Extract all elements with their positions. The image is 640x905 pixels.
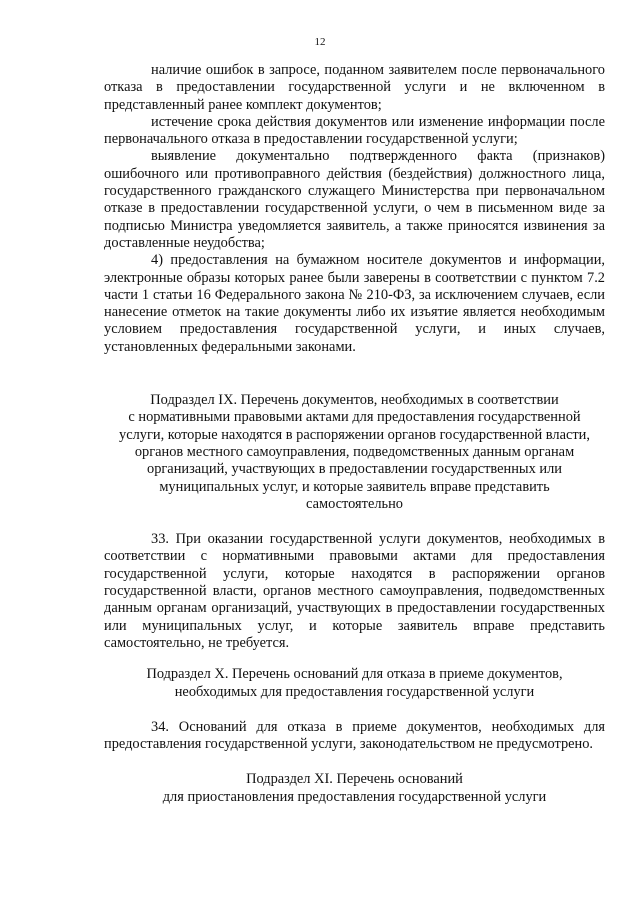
heading-line: Подраздел X. Перечень оснований для отказа в приеме документов, [146, 666, 563, 683]
heading-line: самостоятельно [306, 495, 403, 512]
heading-line: Подраздел XI. Перечень оснований [246, 771, 463, 788]
heading-line: услуги, которые находятся в распоряжении органов государственной власти, [119, 426, 590, 443]
paragraph-document-expiry: истечение срока действия документов или изменение информации после первоначального отказа в предоставлении государственной услуги; [104, 113, 605, 148]
paragraph-34: 34. Оснований для отказа в приеме документов, необходимых для предоставления государственной услуги, законодательством не предусмотрено. [104, 718, 605, 753]
paragraph-33: 33. При оказании государственной услуги документов, необходимых в соответствии с нормативными правовыми актами для предоставления государственной услуги, которые находятся в распоряжении органов государственной власти, органов местного самоуправления, подведомственных данным органам организаций, участвующих в предоставлении государственных или муниципальных услуг, и которые заявитель вправе представить самостоятельно, не требуется. [104, 531, 605, 651]
heading-line: Подраздел IX. Перечень документов, необходимых в соответствии [150, 392, 559, 409]
section-x-heading [104, 666, 605, 701]
heading-line: организаций, участвующих в предоставлении государственных или [147, 461, 562, 478]
page-number: 12 [314, 36, 326, 48]
paragraph-paper-documents: 4) предоставления на бумажном носителе документов и информации, электронные образы которых ранее были заверены в соответствии с пунктом 7.2 части 1 статьи 16 Федерального закона № 210-ФЗ, за исключением случаев, если нанесение отметок на такие документы либо их изъятие является необходимым условием предоставления государственной услуги, и иных случаев, установленных федеральными законами. [104, 252, 605, 355]
section-ix-heading [90, 392, 619, 513]
heading-line: муниципальных услуг, и которые заявитель вправе представить [159, 478, 550, 495]
document-body [104, 62, 605, 806]
section-xi-heading [104, 771, 605, 806]
heading-line: органов местного самоуправления, подведомственных данным органам [134, 443, 575, 460]
paragraph-unlawful-action: выявление документально подтвержденного факта (признаков) ошибочного или противоправного действия (бездействия) должностного лица, государственного гражданского служащего Министерства при первоначальном отказе в предоставлении государственной услуги, о чем в письменном виде за подписью Министра уведомляется заявитель, а также приносятся извинения за доставленные неудобства; [104, 148, 605, 251]
heading-line: необходимых для предоставления государственной услуги [174, 683, 535, 700]
heading-line: с нормативными правовыми актами для предоставления государственной [128, 409, 581, 426]
paragraph-errors-in-request: наличие ошибок в запросе, поданном заявителем после первоначального отказа в предоставлении государственной услуги и не включенном в представленный ранее комплект документов; [104, 62, 605, 113]
heading-line: для приостановления предоставления государственной услуги [162, 788, 547, 805]
